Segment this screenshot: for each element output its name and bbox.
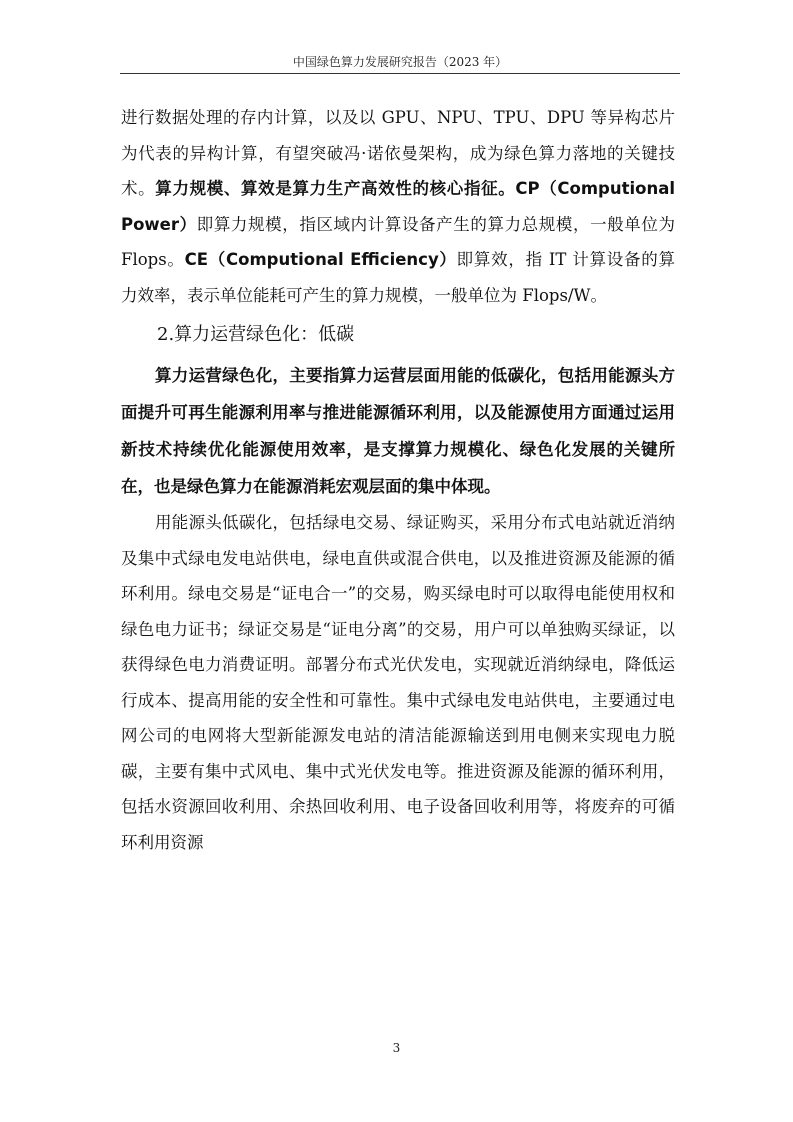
text-run: 即算效，指 IT 计算设备的算力效率，表示单位能耗可产生的算力规模，一般单位为 Flops/W。: [121, 250, 675, 305]
text-run: 即算力规模，指区域内计算设备产生的算力总规模，一般单位为 Flops。: [121, 214, 676, 269]
section-heading: 2.算力运营绿色化：低碳: [157, 324, 355, 345]
paragraph-operation-summary: 算力运营绿色化，主要指算力运营层面用能的低碳化，包括用能源头方面提升可再生能源利用率与推进能源循环利用，以及能源使用方面通过运用新技术持续优化能源使用效率，是支撑算力规模化、绿色化发展的关键所在，也是绿色算力在能源消耗宏观层面的集中体现。: [121, 366, 675, 496]
paragraph-computing-efficiency: [121, 100, 675, 313]
bold-text-run: 算力规模、算效是算力生产高效性的核心指征。CP（Computional Power）: [121, 179, 675, 234]
running-header: 中国绿色算力发展研究报告（2023 年）: [292, 55, 508, 69]
page-body: [121, 100, 675, 860]
text-run: 进行数据处理的存内计算，以及以 GPU、NPU、TPU、DPU 等异构芯片为代表的异构计算，有望突破冯·诺依曼架构，成为绿色算力落地的关键技术。: [121, 108, 675, 198]
header-divider: [120, 73, 680, 74]
bold-text-run: CE（Computional Efficiency）: [184, 250, 457, 269]
page-number: 3: [392, 1041, 401, 1055]
paragraph-low-carbon-energy: 用能源头低碳化，包括绿电交易、绿证购买，采用分布式电站就近消纳及集中式绿电发电站供电，绿电直供或混合供电，以及推进资源及能源的循环利用。绿电交易是“证电合一”的交易，购买绿电时可以取得电能使用权和绿色电力证书；绿证交易是“证电分离”的交易，用户可以单独购买绿证，以获得绿色电力消费证明。部署分布式光伏发电，实现就近消纳绿电，降低运行成本、提高用能的安全性和可靠性。集中式绿电发电站供电，主要通过电网公司的电网将大型新能源发电站的清洁能源输送到用电侧来实现电力脱碳，主要有集中式风电、集中式光伏发电等。推进资源及能源的循环利用，包括水资源回收利用、余热回收利用、电子设备回收利用等，将废弃的可循环利用资源: [121, 513, 675, 852]
